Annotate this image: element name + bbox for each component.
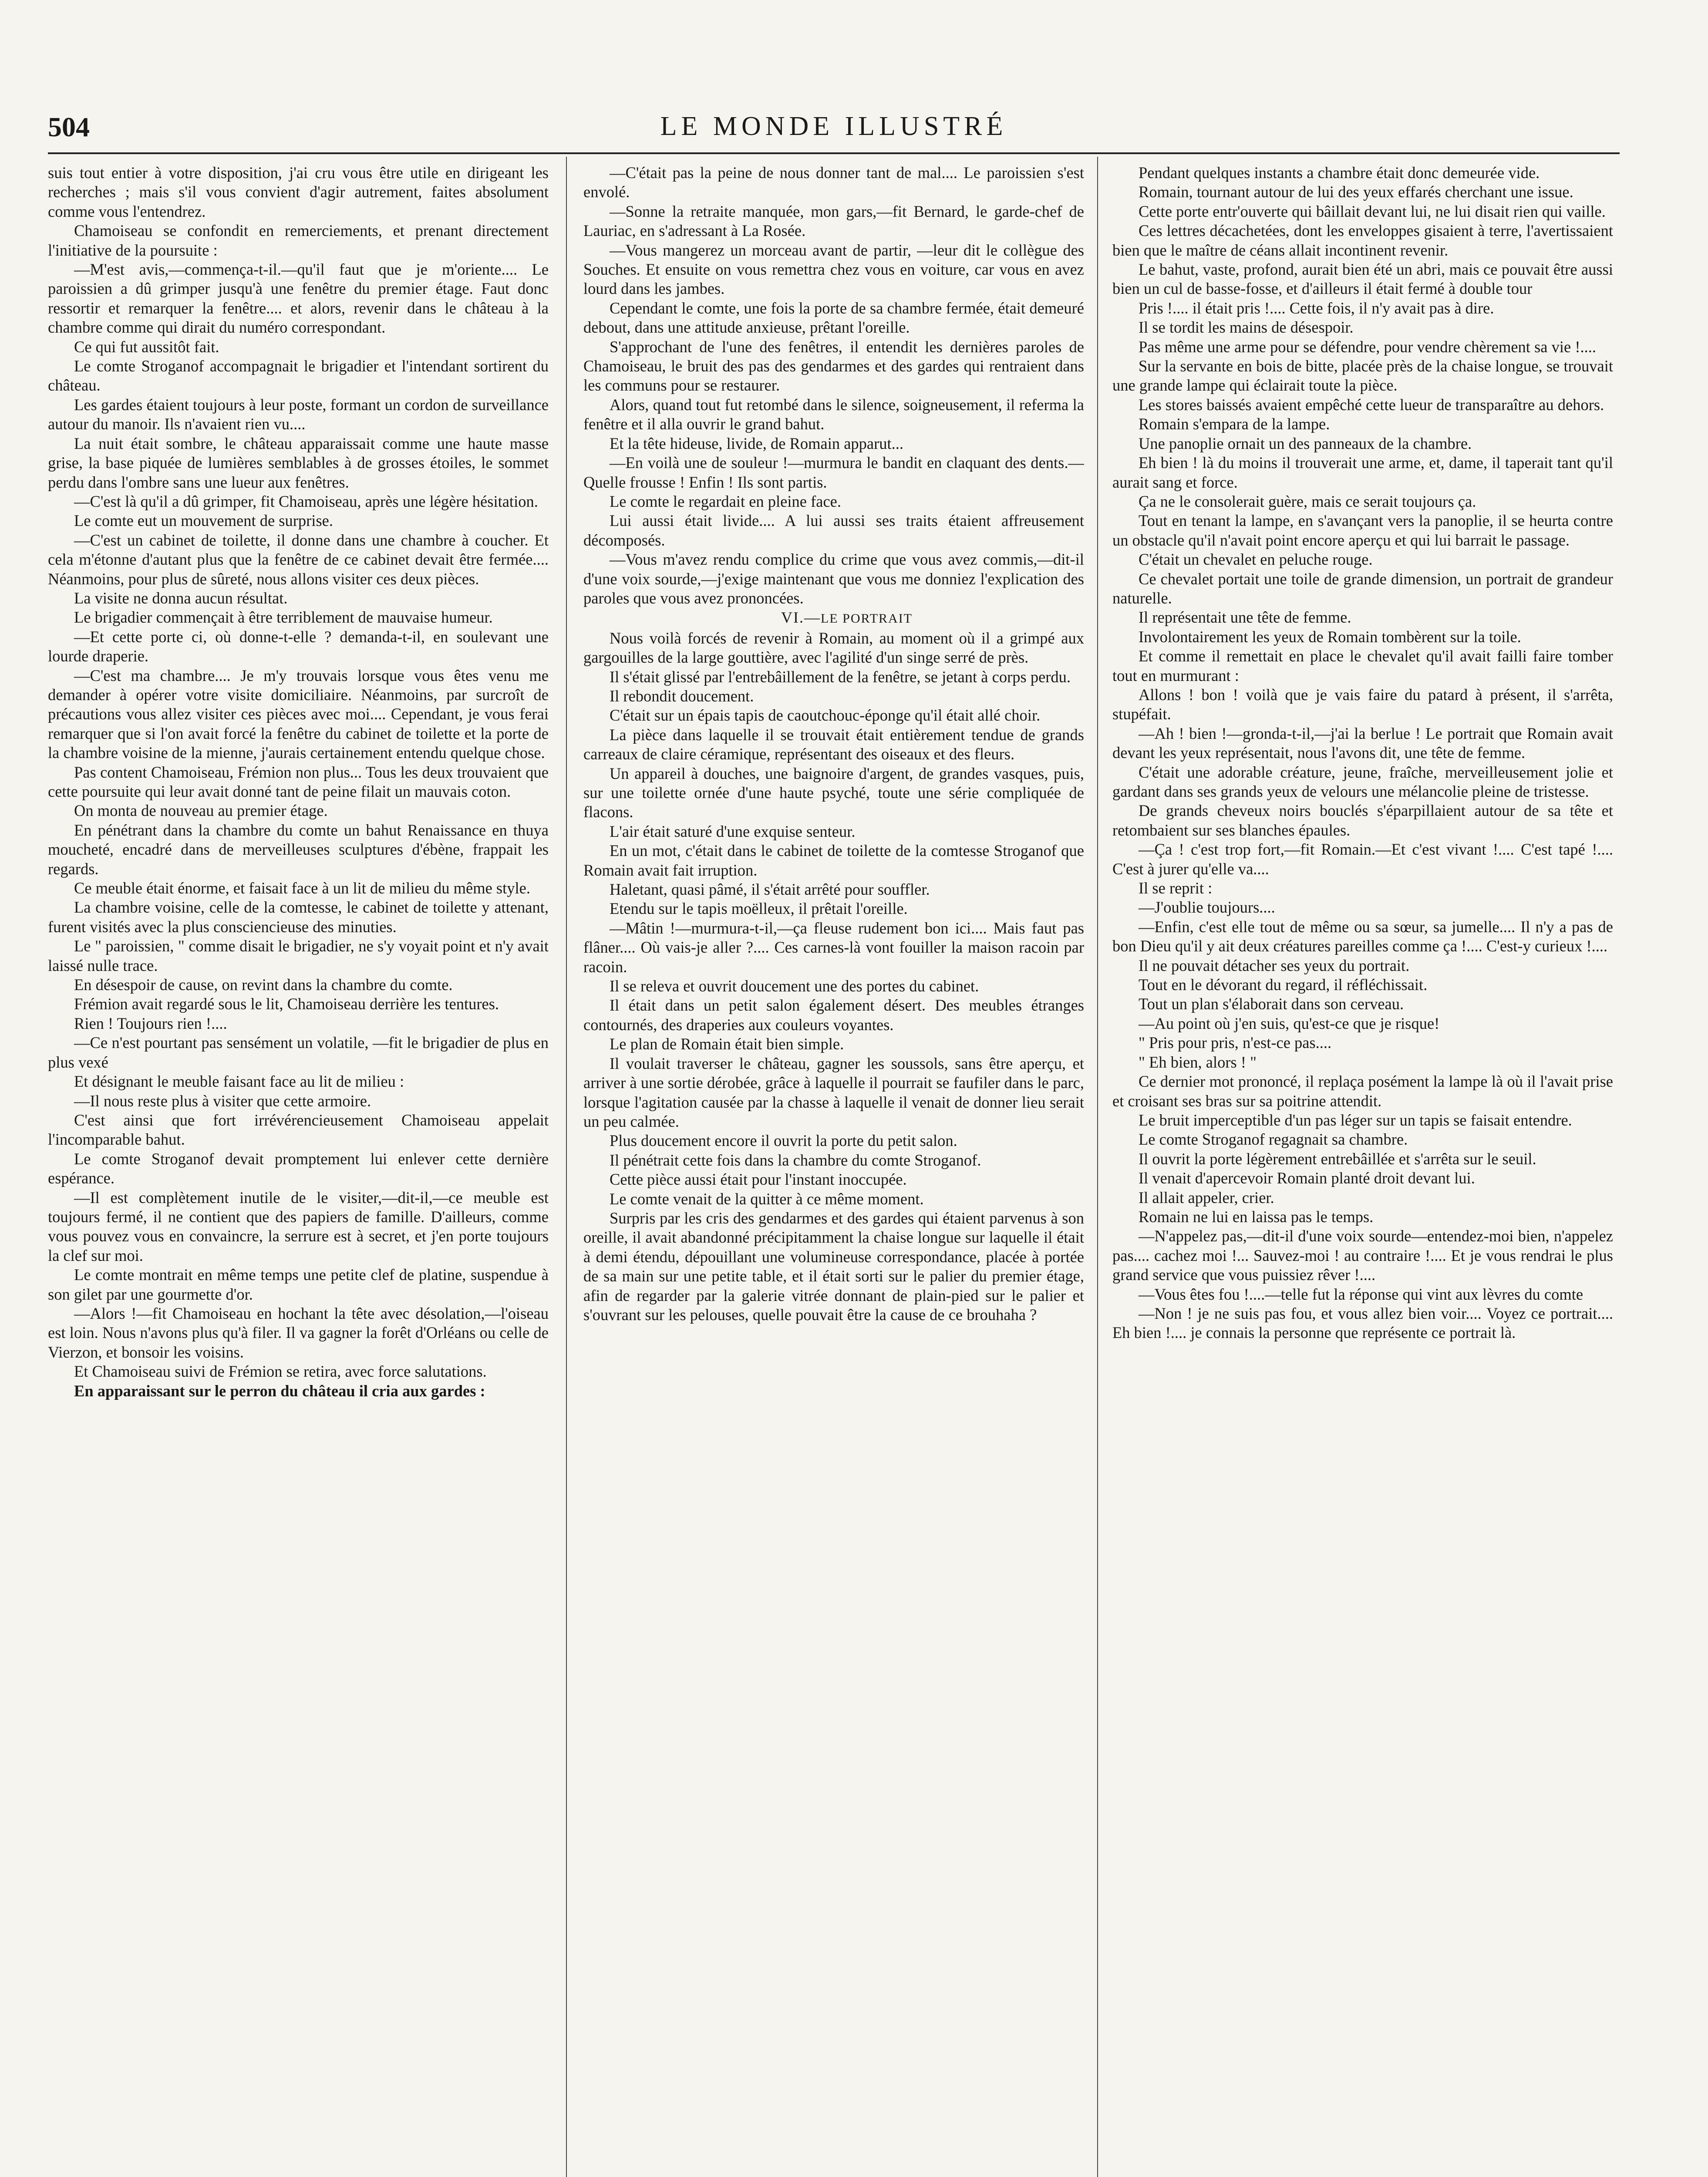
paragraph: C'est ainsi que fort irrévérencieusement Chamoiseau appelait l'incomparable bahut. <box>48 1111 549 1149</box>
paragraph: Il venait d'apercevoir Romain planté droit devant lui. <box>1139 1169 1475 1187</box>
paragraph: Romain ne lui en laissa pas le temps. <box>1139 1207 1374 1226</box>
paragraph: Nous voilà forcés de revenir à Romain, au moment où il a grimpé aux gargouilles de la large gouttière, avec l'agilité d'un singe serré de près. <box>583 629 1084 667</box>
paragraph: Sur la servante en bois de bitte, placée près de la chaise longue, se trouvait une grande lampe qui éclairait toute la pièce. <box>1112 357 1613 394</box>
paragraph: Il ne pouvait détacher ses yeux du portrait. <box>1139 956 1410 974</box>
paragraph: En apparaissant sur le perron du château il cria aux gardes : <box>74 1382 485 1400</box>
paragraph: Il rebondit doucement. <box>610 687 754 705</box>
paragraph: Il ouvrit la porte légèrement entrebâillée et s'arrêta sur le seuil. <box>1139 1149 1536 1168</box>
paragraph: Il allait appeler, crier. <box>1139 1188 1274 1206</box>
paragraph: Le brigadier commençait à être terriblement de mauvaise humeur. <box>74 608 493 627</box>
paragraph: —Il nous reste plus à visiter que cette armoire. <box>74 1092 371 1110</box>
paragraph: C'était sur un épais tapis de caoutchouc-éponge qu'il était allé choir. <box>610 706 1041 725</box>
paragraph: Il représentait une tête de femme. <box>1139 608 1351 627</box>
paragraph: —Vous mangerez un morceau avant de partir, —leur dit le collègue des Souches. Et ensuite on vous remettra chez vous en voiture, car vous en avez lourd dans les jambes. <box>583 241 1084 298</box>
paragraph: " Eh bien, alors ! " <box>1139 1053 1257 1071</box>
paragraph: Haletant, quasi pâmé, il s'était arrêté pour souffler. <box>610 880 930 899</box>
paragraph: Il était dans un petit salon également désert. Des meubles étranges contournés, des draperies aux couleurs voyantes. <box>583 996 1084 1034</box>
paragraph: Pris !.... il était pris !.... Cette fois, il n'y avait pas à dire. <box>1139 299 1494 317</box>
paragraph: —C'est un cabinet de toilette, il donne dans une chambre à coucher. Et cela m'étonne d'autant plus que la fenêtre de ce cabinet devait être fermée.... Néanmoins, pour plus de sûreté, nous allons visiter ces deux pièces. <box>48 531 549 588</box>
paragraph: Le bruit imperceptible d'un pas léger sur un tapis se faisait entendre. <box>1139 1111 1572 1129</box>
paragraph: Eh bien ! là du moins il trouverait une arme, et, dame, il taperait tant qu'il aurait sang et force. <box>1112 454 1613 491</box>
paragraph: Cette porte entr'ouverte qui bâillait devant lui, ne lui disait rien qui vaille. <box>1139 202 1606 220</box>
paragraph: —Ça ! c'est trop fort,—fit Romain.—Et c'est vivant !.... C'est tapé !.... C'est à jurer qu'elle va.... <box>1112 840 1613 878</box>
paragraph: —Ce n'est pourtant pas sensément un volatile, —fit le brigadier de plus en plus vexé <box>48 1034 549 1071</box>
paragraph: Allons ! bon ! voilà que je vais faire du patard à présent, il s'arrêta, stupéfait. <box>1112 685 1613 723</box>
paragraph: Il se tordit les mains de désespoir. <box>1139 318 1354 337</box>
paragraph: " Pris pour pris, n'est-ce pas.... <box>1139 1034 1332 1052</box>
paragraph: Le comte Stroganof accompagnait le brigadier et l'intendant sortirent du château. <box>48 357 549 394</box>
paragraph: —Vous êtes fou !....—telle fut la réponse qui vint aux lèvres du comte <box>1139 1285 1583 1303</box>
paragraph: Il voulait traverser le château, gagner les soussols, sans être aperçu, et arriver à une sortie dérobée, grâce à laquelle il pourrait se faufiler dans le parc, lorsque l'agitation causée par la chasse à laquelle il venait de donner lieu serait un peu calmée. <box>583 1054 1084 1130</box>
paragraph: On monta de nouveau au premier étage. <box>74 802 328 820</box>
page-number: 504 <box>48 111 90 142</box>
page-header <box>48 111 1620 150</box>
paragraph: —En voilà une de souleur !—murmura le bandit en claquant des dents.—Quelle frousse ! Enfin ! Ils sont partis. <box>583 454 1084 491</box>
paragraph: —Au point où j'en suis, qu'est-ce que je risque! <box>1139 1014 1440 1032</box>
paragraph: Frémion avait regardé sous le lit, Chamoiseau derrière les tentures. <box>74 995 499 1013</box>
paragraph: De grands cheveux noirs bouclés s'éparpillaient autour de sa tête et retombaient sur ses blanches épaules. <box>1112 802 1613 839</box>
paragraph: Il pénétrait cette fois dans la chambre du comte Stroganof. <box>610 1151 981 1169</box>
paragraph: C'était un chevalet en peluche rouge. <box>1139 550 1373 569</box>
paragraph: Alors, quand tout fut retombé dans le silence, soigneusement, il referma la fenêtre et il alla ouvrir le grand bahut. <box>583 395 1084 433</box>
paragraph: Ce dernier mot prononcé, il replaça posément la lampe là où il l'avait prise et croisant ses bras sur sa poitrine attendit. <box>1112 1072 1613 1110</box>
paragraph: Le comte Stroganof regagnait sa chambre. <box>1139 1130 1408 1149</box>
paragraph: Tout un plan s'élaborait dans son cerveau. <box>1139 995 1404 1013</box>
paragraph: Chamoiseau se confondit en remerciements, et prenant directement l'initiative de la poursuite : <box>48 222 549 259</box>
paragraph: Pas content Chamoiseau, Frémion non plus... Tous les deux trouvaient que cette poursuite qui leur avait donné tant de peine filait un mauvais coton. <box>48 763 549 800</box>
paragraph: Romain s'empara de la lampe. <box>1139 415 1330 433</box>
section-heading <box>583 608 1084 628</box>
paragraph: Tout en le dévorant du regard, il réfléchissait. <box>1139 976 1428 994</box>
paragraph: —C'est ma chambre.... Je m'y trouvais lorsque vous êtes venu me demander à opérer votre visite domiciliaire. Néanmoins, par surcroît de précautions vous allez visiter ces pièces avec moi.... Cependant, je vous ferai remarquer que si l'on avait forcé la fenêtre du cabinet de toilette et la porte de la chambre voisine de la mienne, j'aurais certainement entendu quelque chose. <box>48 666 549 762</box>
running-title: LE MONDE ILLUSTRÉ <box>660 111 1007 141</box>
paragraph: L'air était saturé d'une exquise senteur. <box>610 822 856 840</box>
paragraph: Etendu sur le tapis moëlleux, il prêtait l'oreille. <box>610 900 908 918</box>
paragraph: Un appareil à douches, une baignoire d'argent, de grandes vasques, puis, sur une toilette ornée d'une haute psyché, toute une série compliquée de flacons. <box>583 764 1084 821</box>
paragraph: Et Chamoiseau suivi de Frémion se retira, avec force salutations. <box>74 1362 487 1381</box>
paragraph: —Mâtin !—murmura-t-il,—ça fleuse rudement bon ici.... Mais faut pas flâner.... Où vais-je aller ?.... Ces carnes-là vont fouiller la maison racoin par racoin. <box>583 919 1084 976</box>
paragraph: Involontairement les yeux de Romain tombèrent sur la toile. <box>1139 627 1521 646</box>
paragraph: Ça ne le consolerait guère, mais ce serait toujours ça. <box>1139 492 1476 510</box>
section-number: VI.— <box>781 609 821 627</box>
paragraph: suis tout entier à votre disposition, j'ai cru vous être utile en dirigeant les recherches ; mais s'il vous convient d'agir autrement, faites absolument comme vous l'entendrez. <box>48 164 549 220</box>
paragraph: Les stores baissés avaient empêché cette lueur de transparaître au dehors. <box>1139 395 1604 414</box>
paragraph: Une panoplie ornait un des panneaux de la chambre. <box>1139 434 1472 452</box>
paragraph: La nuit était sombre, le château apparaissait comme une haute masse grise, la base piquée de lumières semblables à de grosses étoiles, le sommet perdu dans l'ombre sans une lueur aux fenêtres. <box>48 434 549 491</box>
paragraph: Et désignant le meuble faisant face au lit de milieu : <box>74 1072 404 1091</box>
paragraph: Le comte montrait en même temps une petite clef de platine, suspendue à son gilet par une gourmette d'or. <box>48 1266 549 1303</box>
paragraph: La pièce dans laquelle il se trouvait était entièrement tendue de grands carreaux de claire céramique, représentant des oiseaux et des fleurs. <box>583 725 1084 763</box>
paragraph: —Sonne la retraite manquée, mon gars,—fit Bernard, le garde-chef de Lauriac, en s'adressant à La Rosée. <box>583 202 1084 240</box>
paragraph: En un mot, c'était dans le cabinet de toilette de la comtesse Stroganof que Romain avait fait irruption. <box>583 842 1084 879</box>
paragraph: Plus doucement encore il ouvrit la porte du petit salon. <box>610 1132 957 1150</box>
paragraph: —Ah ! bien !—gronda-t-il,—j'ai la berlue ! Le portrait que Romain avait devant les yeux représentait, nous l'avons dit, une tête de femme. <box>1112 724 1613 762</box>
text-column-1 <box>48 163 549 2177</box>
paragraph: Le comte venait de la quitter à ce même moment. <box>610 1190 924 1208</box>
paragraph: Il s'était glissé par l'entrebâillement de la fenêtre, se jetant à corps perdu. <box>610 667 1071 686</box>
paragraph: Les gardes étaient toujours à leur poste, formant un cordon de surveillance autour du manoir. Ils n'avaient rien vu.... <box>48 395 549 433</box>
paragraph: Pendant quelques instants a chambre était donc demeurée vide. <box>1139 164 1540 182</box>
paragraph: La chambre voisine, celle de la comtesse, le cabinet de toilette y attenant, furent visités avec la plus consciencieuse des minuties. <box>48 898 549 936</box>
paragraph: Le comte Stroganof devait promptement lui enlever cette dernière espérance. <box>48 1149 549 1187</box>
paragraph: Et la tête hideuse, livide, de Romain apparut... <box>610 434 904 452</box>
paragraph: Cependant le comte, une fois la porte de sa chambre fermée, était demeuré debout, dans une attitude anxieuse, prêtant l'oreille. <box>583 299 1084 337</box>
column-divider <box>566 157 567 2177</box>
paragraph: Il se releva et ouvrit doucement une des portes du cabinet. <box>610 977 979 995</box>
paragraph: —Il est complètement inutile de le visiter,—dit-il,—ce meuble est toujours fermé, il ne contient que des papiers de famille. D'ailleurs, comme vous pouvez vous en convaincre, la serrure est à secret, et j'en porte toujours la clef sur moi. <box>48 1188 549 1264</box>
paragraph: —C'est là qu'il a dû grimper, fit Chamoiseau, après une légère hésitation. <box>74 492 538 510</box>
paragraph: Le comte le regardait en pleine face. <box>610 492 841 510</box>
paragraph: Pas même une arme pour se défendre, pour vendre chèrement sa vie !.... <box>1139 337 1596 356</box>
paragraph: —J'oublie toujours.... <box>1139 898 1275 917</box>
paragraph: En pénétrant dans la chambre du comte un bahut Renaissance en thuya moucheté, encadré dans de merveilleuses sculptures d'ébène, frappait les regards. <box>48 821 549 878</box>
paragraph: —M'est avis,—commença-t-il.—qu'il faut que je m'oriente.... Le paroissien a dû grimper jusqu'à une fenêtre du premier étage. Faut donc ressortir et remarquer la fenêtre.... et alors, revenir dans le château à la chambre comme qui dirait du numéro correspondant. <box>48 260 549 337</box>
paragraph: —Enfin, c'est elle tout de même ou sa sœur, sa jumelle.... Il n'y a pas de bon Dieu qu'il y ait deux créatures pareilles comme ça !.... C'est-y curieux !.... <box>1112 917 1613 955</box>
paragraph: Cette pièce aussi était pour l'instant inoccupée. <box>610 1170 907 1189</box>
paragraph: C'était une adorable créature, jeune, fraîche, merveilleusement jolie et gardant dans ses grands yeux de velours une mélancolie pleine de tristesse. <box>1112 763 1613 800</box>
paragraph: S'approchant de l'une des fenêtres, il entendit les dernières paroles de Chamoiseau, le bruit des pas des gendarmes et des gardes qui rentraient dans les communs pour se restaurer. <box>583 337 1084 394</box>
paragraph: —N'appelez pas,—dit-il d'une voix sourde—entendez-moi bien, n'appelez pas.... cachez moi !... Sauvez-moi ! au contraire !.... Et je vous rendrai le plus grand service que vous puissiez rêver !.... <box>1112 1227 1613 1284</box>
paragraph: Le bahut, vaste, profond, aurait bien été un abri, mais ce pouvait être aussi bien un cul de basse-fosse, et d'ailleurs il était fermé à double tour <box>1112 260 1613 298</box>
paragraph: Le plan de Romain était bien simple. <box>610 1035 844 1053</box>
paragraph: —Non ! je ne suis pas fou, et vous allez bien voir.... Voyez ce portrait.... Eh bien !.... je connais la personne que représente ce portrait là. <box>1112 1304 1613 1342</box>
section-title: LE PORTRAIT <box>820 611 913 626</box>
paragraph: Tout en tenant la lampe, en s'avançant vers la panoplie, il se heurta contre un obstacle qu'il n'avait point encore aperçu et qui lui barrait le passage. <box>1112 512 1613 549</box>
paragraph: Et comme il remettait en place le chevalet qu'il avait failli faire tomber tout en murmurant : <box>1112 647 1613 684</box>
header-rule <box>48 152 1620 154</box>
paragraph: —C'était pas la peine de nous donner tant de mal.... Le paroissien s'est envolé. <box>583 164 1084 201</box>
paragraph: Le " paroissien, " comme disait le brigadier, ne s'y voyait point et n'y avait laissé nulle trace. <box>48 937 549 974</box>
paragraph: Le comte eut un mouvement de surprise. <box>74 512 333 530</box>
text-column-2 <box>583 163 1084 2177</box>
paragraph: Surpris par les cris des gendarmes et des gardes qui étaient parvenus à son oreille, il avait abandonné précipitamment la chaise longue sur laquelle il était à demi étendu, dépouillant une volumineuse correspondance, placée à portée de sa main sur une petite table, et il était sorti sur le palier du premier étage, afin de regarder par la galerie vitrée donnant de plain-pied sur le palier et s'ouvrant sur les pelouses, quelle pouvait être la cause de ce brouhaha ? <box>583 1209 1084 1324</box>
paragraph: —Et cette porte ci, où donne-t-elle ? demanda-t-il, en soulevant une lourde draperie. <box>48 627 549 665</box>
paragraph: Lui aussi était livide.... A lui aussi ses traits étaient affreusement décomposés. <box>583 512 1084 549</box>
paragraph: La visite ne donna aucun résultat. <box>74 589 288 607</box>
paragraph: Ce meuble était énorme, et faisait face à un lit de milieu du même style. <box>74 879 530 897</box>
column-divider <box>1097 157 1098 2177</box>
paragraph: —Alors !—fit Chamoiseau en hochant la tête avec désolation,—l'oiseau est loin. Nous n'avons plus qu'à filer. Il va gagner la forêt d'Orléans ou celle de Vierzon, et bonsoir les voisins. <box>48 1304 549 1361</box>
paragraph: Il se reprit : <box>1139 879 1213 897</box>
paragraph: Rien ! Toujours rien !.... <box>74 1014 227 1032</box>
paragraph: En désespoir de cause, on revint dans la chambre du comte. <box>74 976 453 994</box>
paragraph: Ces lettres décachetées, dont les enveloppes gisaient à terre, l'avertissaient bien que le maître de céans allait incontinent revenir. <box>1112 222 1613 259</box>
paragraph: Romain, tournant autour de lui des yeux effarés cherchant une issue. <box>1139 183 1573 201</box>
paragraph: Ce chevalet portait une toile de grande dimension, un portrait de grandeur naturelle. <box>1112 570 1613 607</box>
paragraph: —Vous m'avez rendu complice du crime que vous avez commis,—dit-il d'une voix sourde,—j'exige maintenant que vous me donniez l'explication des paroles que vous avez prononcées. <box>583 550 1084 607</box>
text-column-3 <box>1112 163 1613 2177</box>
paragraph: Ce qui fut aussitôt fait. <box>74 337 219 356</box>
